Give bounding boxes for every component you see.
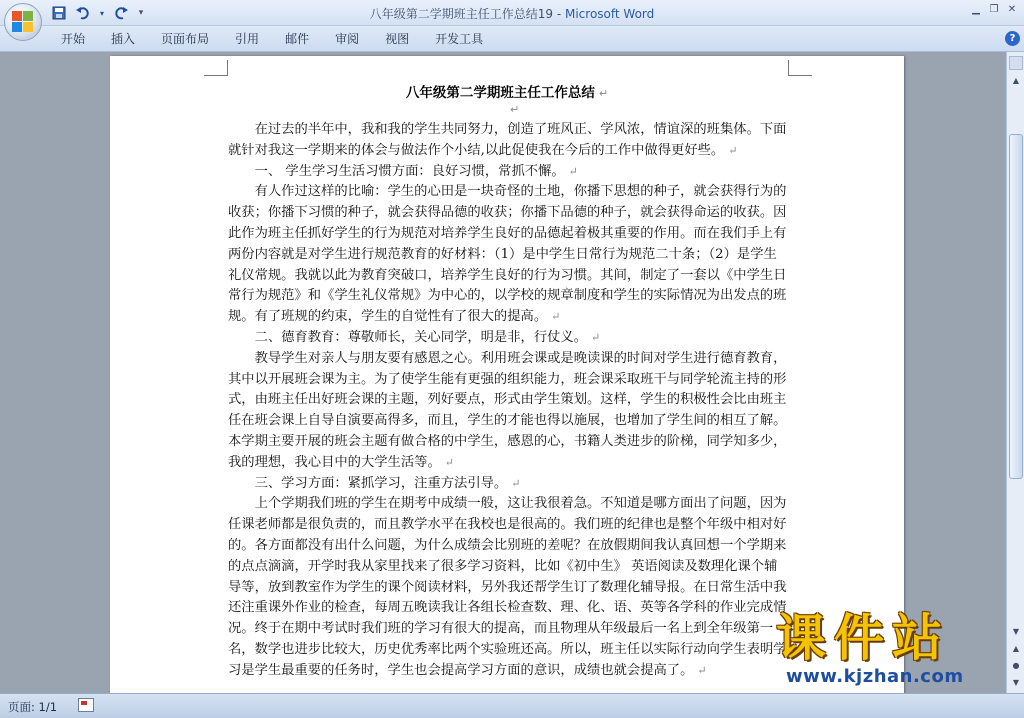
- scroll-up-icon[interactable]: ▲: [1012, 76, 1020, 85]
- section-heading-text: 一、 学生学习生活习惯方面：良好习惯，常抓不懈。: [254, 163, 565, 179]
- document-body[interactable]: [228, 120, 788, 682]
- section-heading-text: 三、学习方面：紧抓学习，注重方法引导。: [254, 475, 508, 491]
- margin-corner-left: [204, 60, 228, 76]
- ribbon: [0, 26, 1024, 52]
- section-heading: [228, 474, 788, 495]
- watermark-title: 课件站: [776, 609, 950, 667]
- paragraph: [228, 349, 788, 474]
- tab-view[interactable]: 视图: [385, 32, 410, 46]
- section-heading-text: 二、德育教育：尊敬师长，关心同学，明是非，行仗义。: [254, 329, 588, 345]
- scroll-thumb[interactable]: [1009, 134, 1023, 479]
- paragraph-text: 上个学期我们班的学生在期考中成绩一般，这让我很着急。不知道是哪方面出了问题，因为任课老师都是很负责的，而且教学水平在我校也是很高的。我们班的纪律也是整个年级中相对好的。各方面都没有出什么问题，为什么成绩会比别班的差呢？在放假期间我认真回想一个学期来的点点滴滴，开学时我从家里找来了很多学习资料，比如《初中生》 英语阅读及数理化课个辅导等，放到教室作为学生的课个阅读材料，另外我还帮学生订了数理化辅导报。在日常生活中我还注重课外作业的检查，每周五晚读我让各组长检查数、理、化、语、英等各学科的作业完成情况。终于在期中考试时我们班的学习有很大的提高，而且物理从年级最后一名上到全年级第一名，数学也进步比较大，历史优秀率比两个实验班还高。所以，班主任以实际行动向学生表明学习是学生最重要的任务时，学生也会提高学习方面的意识，成绩也就会提高了。: [228, 496, 787, 678]
- ribbon-tabs: [48, 31, 496, 47]
- watermark-url: www.kjzhan.com: [786, 666, 964, 687]
- next-page-icon[interactable]: ▼: [1012, 678, 1020, 687]
- paragraph-mark: ↵: [511, 476, 521, 490]
- section-heading: [228, 162, 788, 183]
- section-heading: [228, 328, 788, 349]
- paragraph-mark: ↵: [591, 330, 601, 344]
- document-workspace: [0, 52, 1006, 693]
- paragraph: [228, 120, 788, 162]
- app-name: Microsoft Word: [564, 7, 655, 21]
- window-title: [0, 5, 1024, 22]
- restore-icon[interactable]: ❐: [989, 4, 999, 15]
- select-browse-object-icon[interactable]: ●: [1012, 661, 1020, 670]
- paragraph-mark: ↵: [568, 164, 578, 178]
- close-icon[interactable]: ✕: [1007, 4, 1017, 15]
- paragraph-text: 有人作过这样的比喻：学生的心田是一块奇怪的土地，你播下思想的种子，就会获得行为的收获；你播下习惯的种子，就会获得品德的收获；你播下品德的种子，就会获得命运的收获。因此作为班主任抓好学生的行为规范对培养学生良好的品德起着极其重要的作用。而在我们手上有两份内容就是对学生进行规范教育的好材料：（1）是中学生日常行为规范二十条；（2）是学生礼仪常规。我就以此为教育突破口，培养学生良好的行为习惯。其间，制定了一套以《中学生日常行为规范》和《学生礼仪常规》为中心的，以学校的规章制度和学生的实际情况为出发点的班规。有了班规的约束，学生的自觉性有了很大的提高。: [228, 184, 787, 325]
- minimize-icon[interactable]: ▁: [972, 4, 980, 15]
- margin-corner-right: [788, 60, 812, 76]
- paragraph-mark: ↵: [444, 455, 454, 469]
- status-bar: [0, 693, 1024, 718]
- office-logo-icon: [12, 11, 34, 33]
- title-bar: [0, 0, 1024, 26]
- chevron-down-icon[interactable]: ▾: [99, 8, 104, 18]
- vertical-scrollbar[interactable]: [1006, 52, 1024, 693]
- paragraph-text: 教导学生对亲人与朋友要有感恩之心。利用班会课或是晚读课的时间对学生进行德育教育，其中以开展班会课为主。为了使学生能有更强的组织能力，班会课采取班干与同学轮流主持的形式，由班主任出好班会课的主题，列好要点，形式由学生策划。这样，学生的积极性会比由班主任在班会课上自导自演要高得多，而且，学生的才能也得以施展，也增加了学生间的相互了解。本学期主要开展的班会主题有做合格的中学生，感恩的心，书籍人类进步的阶梯，同学知多少，我的理想，我心目中的大学生活等。: [228, 350, 787, 470]
- help-icon[interactable]: ?: [1005, 31, 1020, 46]
- view-ruler-icon[interactable]: [1009, 56, 1023, 70]
- tab-review[interactable]: 审阅: [335, 32, 360, 46]
- window-controls: [968, 3, 1020, 17]
- tab-home[interactable]: 开始: [61, 32, 86, 46]
- customize-toolbar-icon[interactable]: ▾: [138, 8, 144, 18]
- page-count-status[interactable]: 页面: 1/1: [8, 700, 58, 714]
- document-page[interactable]: [110, 56, 904, 693]
- scroll-down-icon[interactable]: ▼: [1012, 627, 1020, 636]
- tab-page-layout[interactable]: 页面布局: [161, 32, 210, 46]
- paragraph-mark: ↵: [598, 87, 609, 100]
- tab-mailings[interactable]: 邮件: [285, 32, 310, 46]
- paragraph-mark: ↵: [728, 143, 738, 157]
- office-button[interactable]: [4, 3, 42, 41]
- document-title: [110, 81, 904, 101]
- paragraph-text: 在过去的半年中，我和我的学生共同努力，创造了班风正、学风浓，情谊深的班集体。下面就针对我这一学期来的体会与做法作个小结,以此促使我在今后的工作中做得更好些。: [228, 122, 787, 158]
- tab-references[interactable]: 引用: [235, 32, 260, 46]
- document-name: 八年级第二学期班主任工作总结19: [369, 7, 554, 21]
- blank-paragraph-mark: ↵: [510, 103, 520, 116]
- paragraph: [228, 182, 788, 328]
- document-title-text: 八年级第二学期班主任工作总结: [405, 85, 595, 101]
- tab-insert[interactable]: 插入: [111, 32, 136, 46]
- title-separator: -: [553, 7, 565, 21]
- site-watermark: [776, 610, 1016, 690]
- tab-developer[interactable]: 开发工具: [435, 32, 484, 46]
- previous-page-icon[interactable]: ▲: [1012, 644, 1020, 653]
- paragraph-mark: ↵: [697, 663, 707, 677]
- proofing-icon[interactable]: [78, 698, 94, 712]
- paragraph: [228, 494, 788, 681]
- paragraph-mark: ↵: [551, 310, 561, 324]
